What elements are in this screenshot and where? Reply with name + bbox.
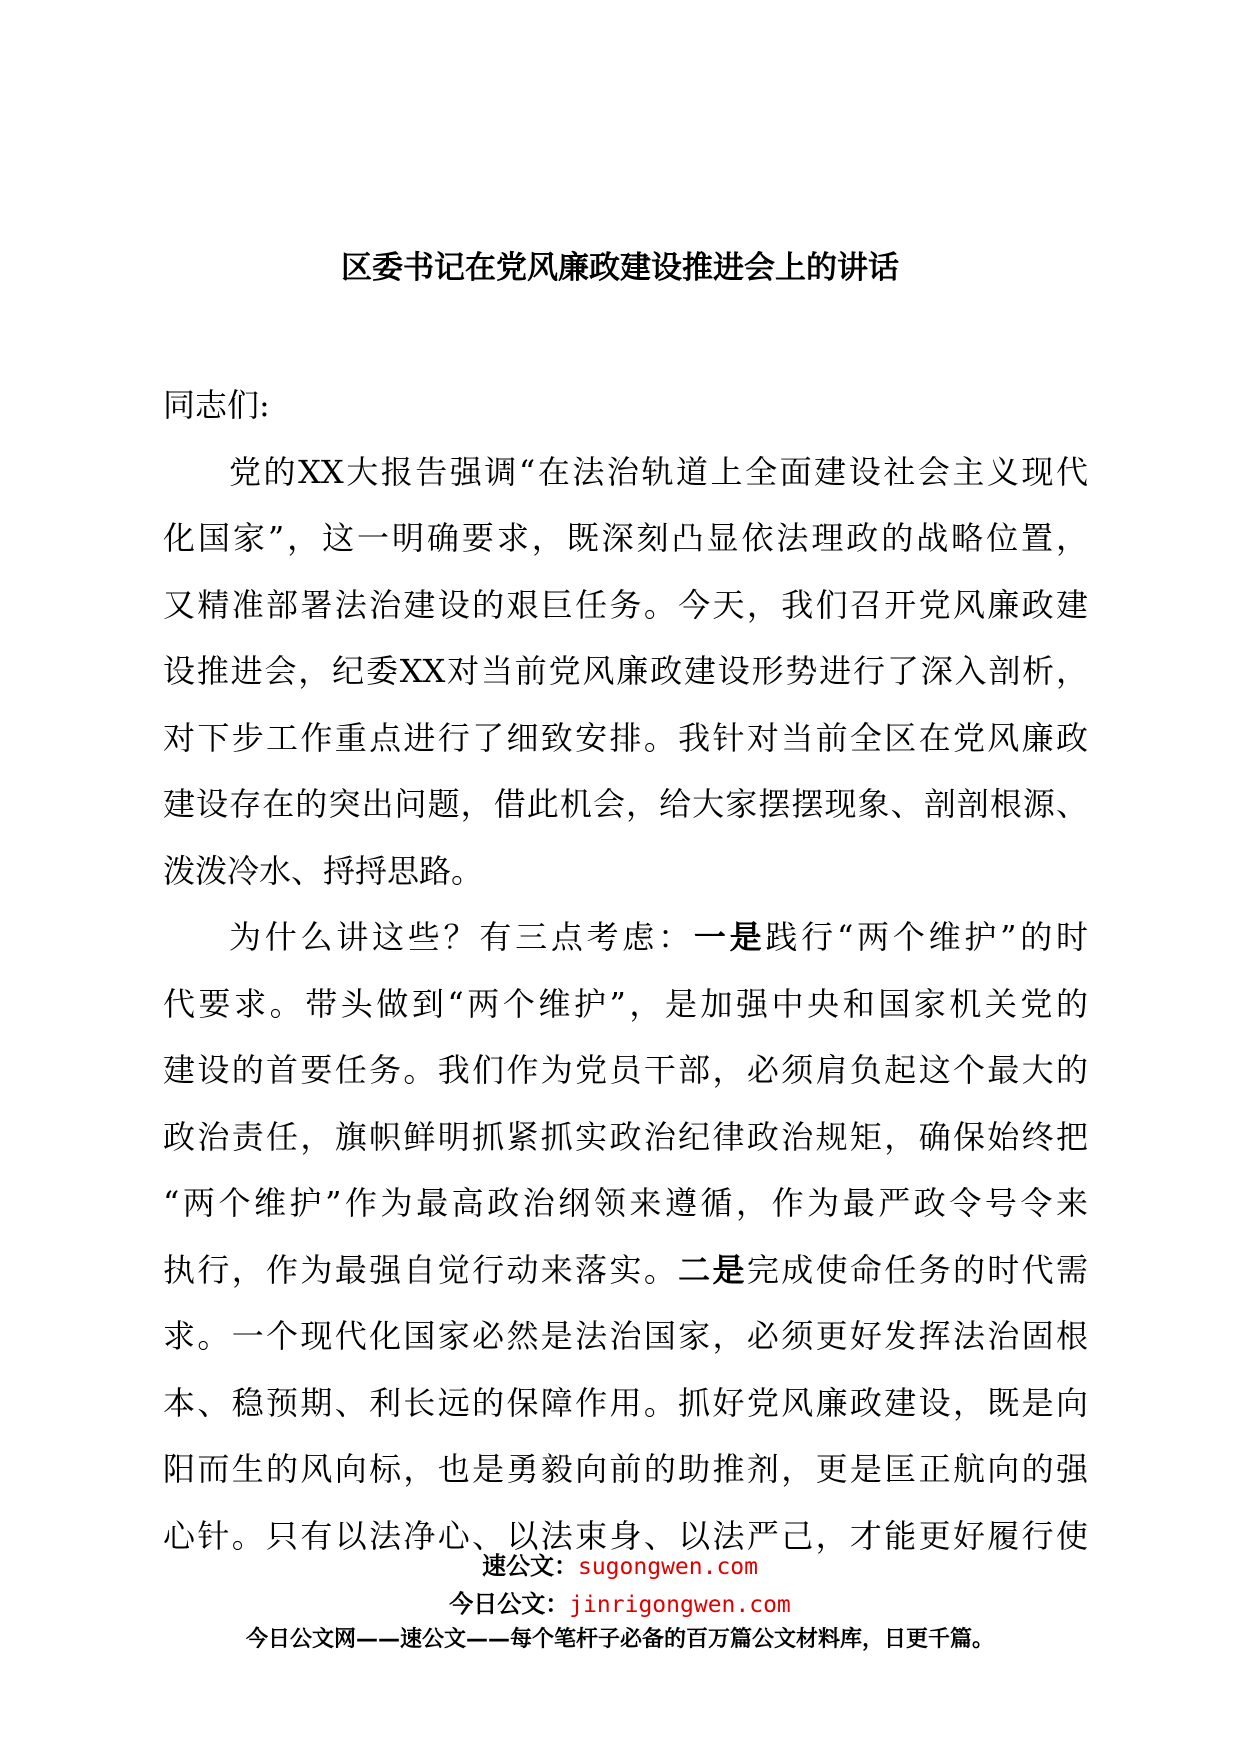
footer-slogan: 今日公文网——速公文——每个笔杆子必备的百万篇公文材料库，日更千篇。 <box>245 1627 994 1652</box>
paragraph-2-line: “两个维护”作为最高政治纲领来遵循，作为最严政令号令来 <box>163 1184 1088 1222</box>
paragraph-2-line: 本、稳预期、利长远的保障作用。抓好党风廉政建设，既是向 <box>163 1383 1088 1422</box>
footer-link-sugongwen[interactable]: sugongwen.com <box>577 1554 758 1580</box>
footer-sugongwen <box>0 1546 1240 1581</box>
text-run: 践行“两个维护”的时 <box>765 918 1088 956</box>
text-run: 为什么讲这些？有三点考虑： <box>229 918 694 956</box>
paragraph-1-line: 建设存在的突出问题，借此机会，给大家摆摆现象、剖剖根源、 <box>163 785 1088 823</box>
paragraph-1-line: 又精准部署法治建设的艰巨任务。今天，我们召开党风廉政建 <box>163 585 1088 624</box>
document-body <box>163 372 1088 1569</box>
text-run: 完成使命任务的时代需 <box>746 1250 1088 1289</box>
paragraph-2 <box>163 904 1088 1569</box>
footer-label: 今日公文： <box>449 1590 570 1618</box>
paragraph-1 <box>163 439 1088 905</box>
text-run: 执行，作为最强自觉行动来落实。 <box>163 1250 679 1289</box>
document-title: 区委书记在党风廉政建设推进会上的讲话 <box>341 250 899 286</box>
paragraph-2-line <box>163 904 1088 971</box>
salutation: 同志们: <box>163 386 270 424</box>
footer-link-jinrigongwen[interactable]: jinrigongwen.com <box>569 1592 791 1618</box>
emphasis-first: 一是 <box>693 918 766 956</box>
paragraph-1-line: 党的XX大报告强调“在法治轨道上全面建设社会主义现代 <box>229 452 1088 491</box>
paragraph-2-line: 心针。只有以法净心、以法束身、以法严己，才能更好履行使 <box>163 1516 1088 1555</box>
paragraph-2-line: 政治责任，旗帜鲜明抓紧抓实政治纪律政治规矩，确保始终把 <box>163 1117 1088 1156</box>
paragraph-2-line: 代要求。带头做到“两个维护”，是加强中央和国家机关党的 <box>163 984 1088 1023</box>
paragraph-1-line: 对下步工作重点进行了细致安排。我针对当前全区在党风廉政 <box>163 718 1088 757</box>
footer-jinrigongwen <box>0 1584 1240 1619</box>
paragraph-1-line: 泼泼冷水、捋捋思路。 <box>163 851 484 890</box>
emphasis-second: 二是 <box>678 1250 747 1289</box>
paragraph-1-line: 化国家”，这一明确要求，既深刻凸显依法理政的战略位置， <box>163 519 1088 557</box>
paragraph-2-line <box>163 1237 1088 1304</box>
paragraph-2-line: 建设的首要任务。我们作为党员干部，必须肩负起这个最大的 <box>163 1051 1088 1089</box>
footer-label: 速公文： <box>481 1552 578 1580</box>
paragraph-2-line: 求。一个现代化国家必然是法治国家，必须更好发挥法治固根 <box>163 1317 1088 1355</box>
paragraph-2-line: 阳而生的风向标，也是勇毅向前的助推剂，更是匡正航向的强 <box>163 1450 1088 1488</box>
paragraph-1-line: 设推进会，纪委XX对当前党风廉政建设形势进行了深入剖析， <box>163 652 1088 690</box>
